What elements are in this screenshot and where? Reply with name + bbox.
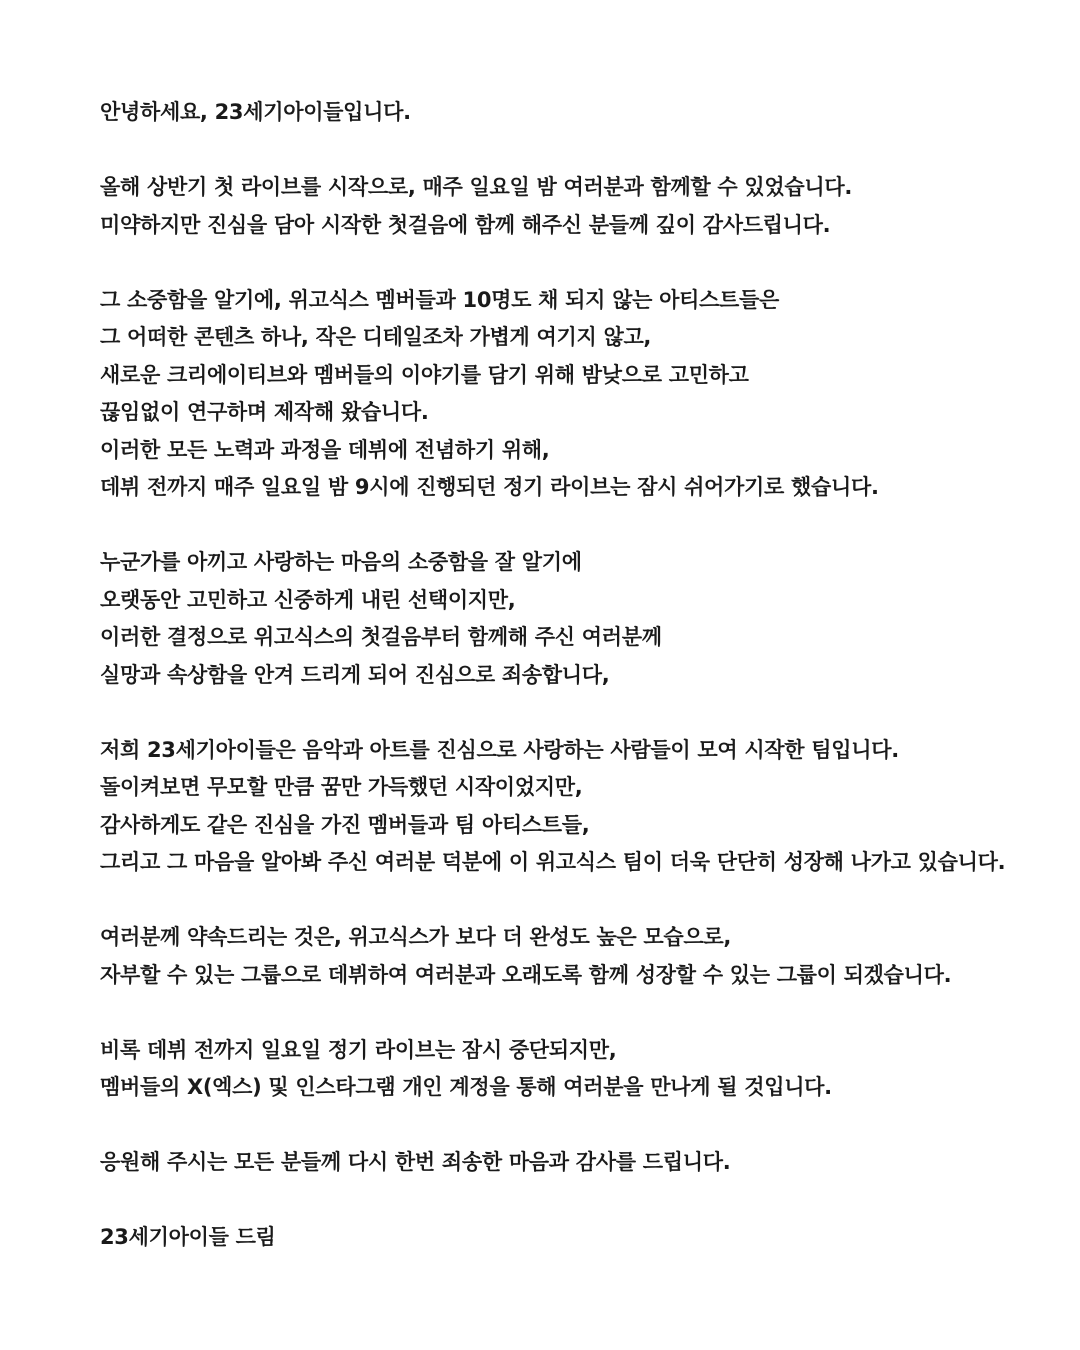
text-line: 이러한 결정으로 위고식스의 첫걸음부터 함께해 주신 여러분께	[100, 625, 662, 649]
text-line: 이러한 모든 노력과 과정을 데뷔에 전념하기 위해,	[100, 437, 550, 462]
text-line: 미약하지만 진심을 담아 시작한 첫걸음에 함께 해주신 분들께 깊이 감사드립니다.	[100, 212, 831, 237]
paragraph-first-live	[100, 169, 1040, 244]
text-line: 응원해 주시는 모든 분들께 다시 한번 죄송한 마음과 감사를 드립니다.	[100, 1150, 731, 1174]
text-line: 누군가를 아끼고 사랑하는 마음의 소중함을 잘 알기에	[100, 550, 582, 574]
text-line: 오랫동안 고민하고 신중하게 내린 선택이지만,	[100, 587, 516, 612]
greeting-paragraph	[100, 94, 1040, 132]
paragraph-apology	[100, 544, 1040, 694]
signature-paragraph	[100, 1219, 1040, 1257]
text-line: 새로운 크리에이티브와 멤버들의 이야기를 담기 위해 밤낮으로 고민하고	[100, 362, 749, 387]
signature: 23세기아이들 드림	[100, 1225, 276, 1249]
text-line: 올해 상반기 첫 라이브를 시작으로, 매주 일요일 밤 여러분과 함께할 수 있었습니다.	[100, 175, 853, 199]
paragraph-thanks	[100, 1144, 1040, 1182]
text-line: 그 소중함을 알기에, 위고식스 멤버들과 10명도 채 되지 않는 아티스트들은	[100, 287, 779, 312]
text-line: 자부할 수 있는 그룹으로 데뷔하여 여러분과 오래도록 함께 성장할 수 있는 그룹이 되겠습니다.	[100, 962, 952, 987]
text-line: 끊임없이 연구하며 제작해 왔습니다.	[100, 400, 429, 424]
paragraph-live-pause	[100, 282, 1040, 507]
text-line: 그 어떠한 콘텐츠 하나, 작은 디테일조차 가볍게 여기지 않고,	[100, 325, 652, 349]
paragraph-team-story	[100, 732, 1040, 882]
text-line: 감사하게도 같은 진심을 가진 멤버들과 팀 아티스트들,	[100, 812, 590, 837]
text-line: 돌이켜보면 무모할 만큼 꿈만 가득했던 시작이었지만,	[100, 775, 583, 799]
text-line: 데뷔 전까지 매주 일요일 밤 9시에 진행되던 정기 라이브는 잠시 쉬어가기로 했습니다.	[100, 475, 879, 499]
text-line: 여러분께 약속드리는 것은, 위고식스가 보다 더 완성도 높은 모습으로,	[100, 925, 732, 949]
text-line: 그리고 그 마음을 알아봐 주신 여러분 덕분에 이 위고식스 팀이 더욱 단단히 성장해 나가고 있습니다.	[100, 850, 1006, 874]
text-line: 실망과 속상함을 안겨 드리게 되어 진심으로 죄송합니다,	[100, 662, 610, 687]
text-line: 저희 23세기아이들은 음악과 아트를 진심으로 사랑하는 사람들이 모여 시작한 팀입니다.	[100, 737, 899, 762]
paragraph-promise	[100, 919, 1040, 994]
greeting-line: 안녕하세요, 23세기아이들입니다.	[100, 100, 411, 124]
text-line: 멤버들의 X(엑스) 및 인스타그램 개인 계정을 통해 여러분을 만나게 될 것입니다.	[100, 1075, 832, 1099]
notice-body	[100, 94, 1040, 1257]
paragraph-sns-channels	[100, 1032, 1040, 1107]
text-line: 비록 데뷔 전까지 일요일 정기 라이브는 잠시 중단되지만,	[100, 1037, 617, 1062]
